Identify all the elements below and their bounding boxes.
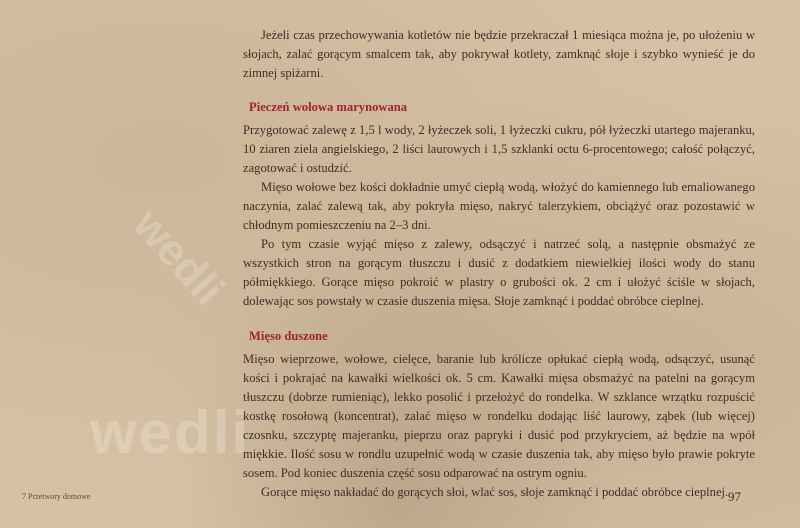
intro-paragraph: Jeżeli czas przechowywania kotletów nie będzie przekraczał 1 miesiąca można je, po ułożeniu w słojach, zalać gorącym smalcem tak, aby pokrywał kotlety, zamknąć słoje i szybko wynieść je do zimnej spiżarni. bbox=[243, 28, 755, 80]
section1-paragraph-2: Mięso wołowe bez kości dokładnie umyć ciepłą wodą, włożyć do kamiennego lub emaliowanego naczynia, zalać zalewą tak, aby pokryła mięso, nakryć talerzykiem, obciążyć oraz pozostawić w chłodnym pomieszczeniu na 2–3 dni. bbox=[243, 180, 755, 232]
section1-paragraph-1: Przygotować zalewę z 1,5 l wody, 2 łyżeczek soli, 1 łyżeczki cukru, pół łyżeczki utartego majeranku, 10 ziaren ziela angielskiego, 2 liści laurowych i 1,5 szklanki octu 6-procentowego; całość połączyć, zagotować i ostudzić. bbox=[243, 123, 755, 175]
watermark-diagonal: wedli bbox=[123, 200, 234, 315]
page-text bbox=[243, 26, 755, 502]
section1-paragraph-3: Po tym czasie wyjąć mięso z zalewy, odsączyć i natrzeć solą, a następnie obsmażyć ze wszystkich stron na gorącym tłuszczu i dusić z dodatkiem niewielkiej ilości wody do stanu półmiękkiego. Gorące mięso pokroić w plastry o grubości ok. 2 cm i ułożyć ściśle w słojach, dolewając sos powstały w czasie duszenia mięsa. Słoje zamknąć i poddać obróbce cieplnej. bbox=[243, 237, 755, 308]
footer-chapter: 7 Przetwory domowe bbox=[22, 492, 91, 501]
section-title-mieso-duszone: Mięso duszone bbox=[249, 329, 328, 343]
section2-paragraph-1: Mięso wieprzowe, wołowe, cielęce, baranie lub królicze opłukać ciepłą wodą, odsączyć, usunąć kości i pokrajać na kawałki wielkości ok. 5 cm. Kawałki mięsa obsmażyć na patelni na gorącym tłuszczu (dobrze rumieniąc), lekko posolić i przełożyć do rondelka. W szklance wrzątku rozpuścić kostkę rosołową (koncentrat), zalać mięso w rondelku dodając liść laurowy, ząbek (lub więcej) czosnku, szczyptę majeranku, pieprzu oraz papryki i dusić pod przykryciem, aż będzie na wpół miękkie. Ilość sosu w rondlu uzupełnić wodą w czasie duszenia tak, aby mięso było prawie pokryte sosem. Pod koniec duszenia część sosu odparować na ostrym ogniu. bbox=[243, 352, 755, 480]
watermark-bottom: wedli bbox=[90, 399, 251, 466]
section-title-pieczen: Pieczeń wołowa marynowana bbox=[249, 100, 408, 114]
section2-paragraph-2: Gorące mięso nakładać do gorących słoi, wlać sos, słoje zamknąć i poddać obróbce cieplnej. bbox=[261, 485, 729, 499]
page-number: 97 bbox=[728, 489, 741, 504]
